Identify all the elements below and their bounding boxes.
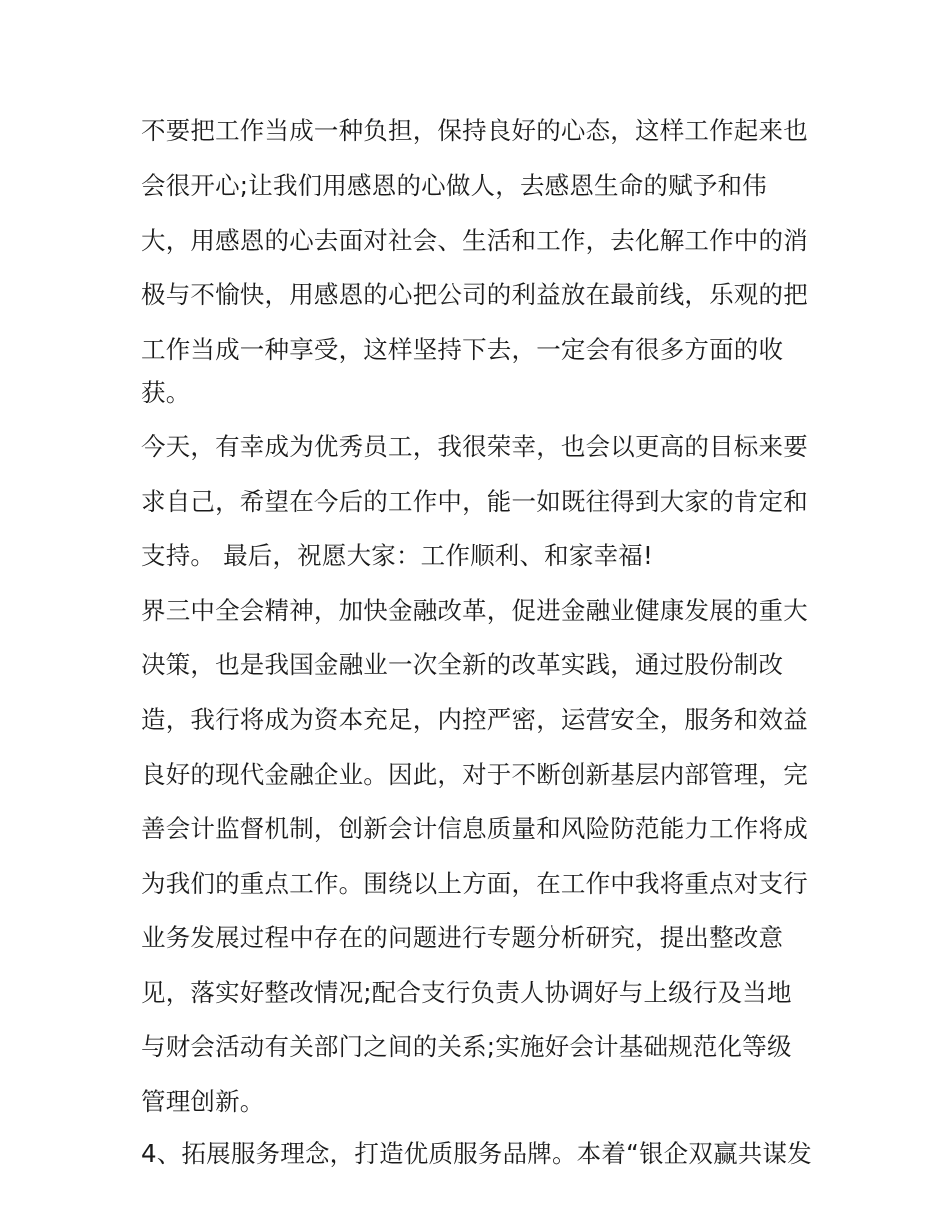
text-line-11: 决策，也是我国金融业一次全新的改革实践，通过股份制改: [141, 650, 784, 679]
text-line-3: 大，用感恩的心去面对社会、生活和工作，去化解工作中的消: [141, 226, 808, 255]
text-line-6: 获。: [141, 378, 191, 407]
text-line-7: 今天，有幸成为优秀员工，我很荣幸，也会以更高的目标来要: [141, 432, 808, 461]
text-line-19: 管理创新。: [141, 1087, 265, 1116]
text-line-14: 善会计监督机制，创新会计信息质量和风险防范能力工作将成: [141, 814, 808, 843]
text-line-20: 4、拓展服务理念，打造优质服务品牌。本着“银企双赢共谋发: [141, 1139, 812, 1168]
text-line-17: 见，落实好整改情况;配合支行负责人协调好与上级行及当地: [141, 978, 792, 1007]
text-line-13: 良好的现代金融企业。因此，对于不断创新基层内部管理，完: [141, 760, 808, 789]
text-line-2: 会很开心;让我们用感恩的心做人，去感恩生命的赋予和伟: [141, 171, 767, 200]
text-line-12: 造，我行将成为资本充足，内控严密，运营安全，服务和效益: [141, 705, 808, 734]
text-line-10: 界三中全会精神，加快金融改革，促进金融业健康发展的重大: [141, 596, 808, 625]
text-line-1: 不要把工作当成一种负担，保持良好的心态，这样工作起来也: [141, 116, 808, 145]
text-line-9: 支持。 最后，祝愿大家：工作顺利、和家幸福!: [141, 541, 654, 570]
text-line-4: 极与不愉快，用感恩的心把公司的利益放在最前线，乐观的把: [141, 280, 808, 309]
text-line-18: 与财会活动有关部门之间的关系;实施好会计基础规范化等级: [141, 1032, 792, 1061]
text-line-8: 求自己，希望在今后的工作中，能一如既往得到大家的肯定和: [141, 487, 808, 516]
text-line-16: 业务发展过程中存在的问题进行专题分析研究，提出整改意: [141, 923, 784, 952]
text-line-15: 为我们的重点工作。围绕以上方面，在工作中我将重点对支行: [141, 869, 808, 898]
text-line-5: 工作当成一种享受，这样坚持下去，一定会有很多方面的收: [141, 335, 784, 364]
